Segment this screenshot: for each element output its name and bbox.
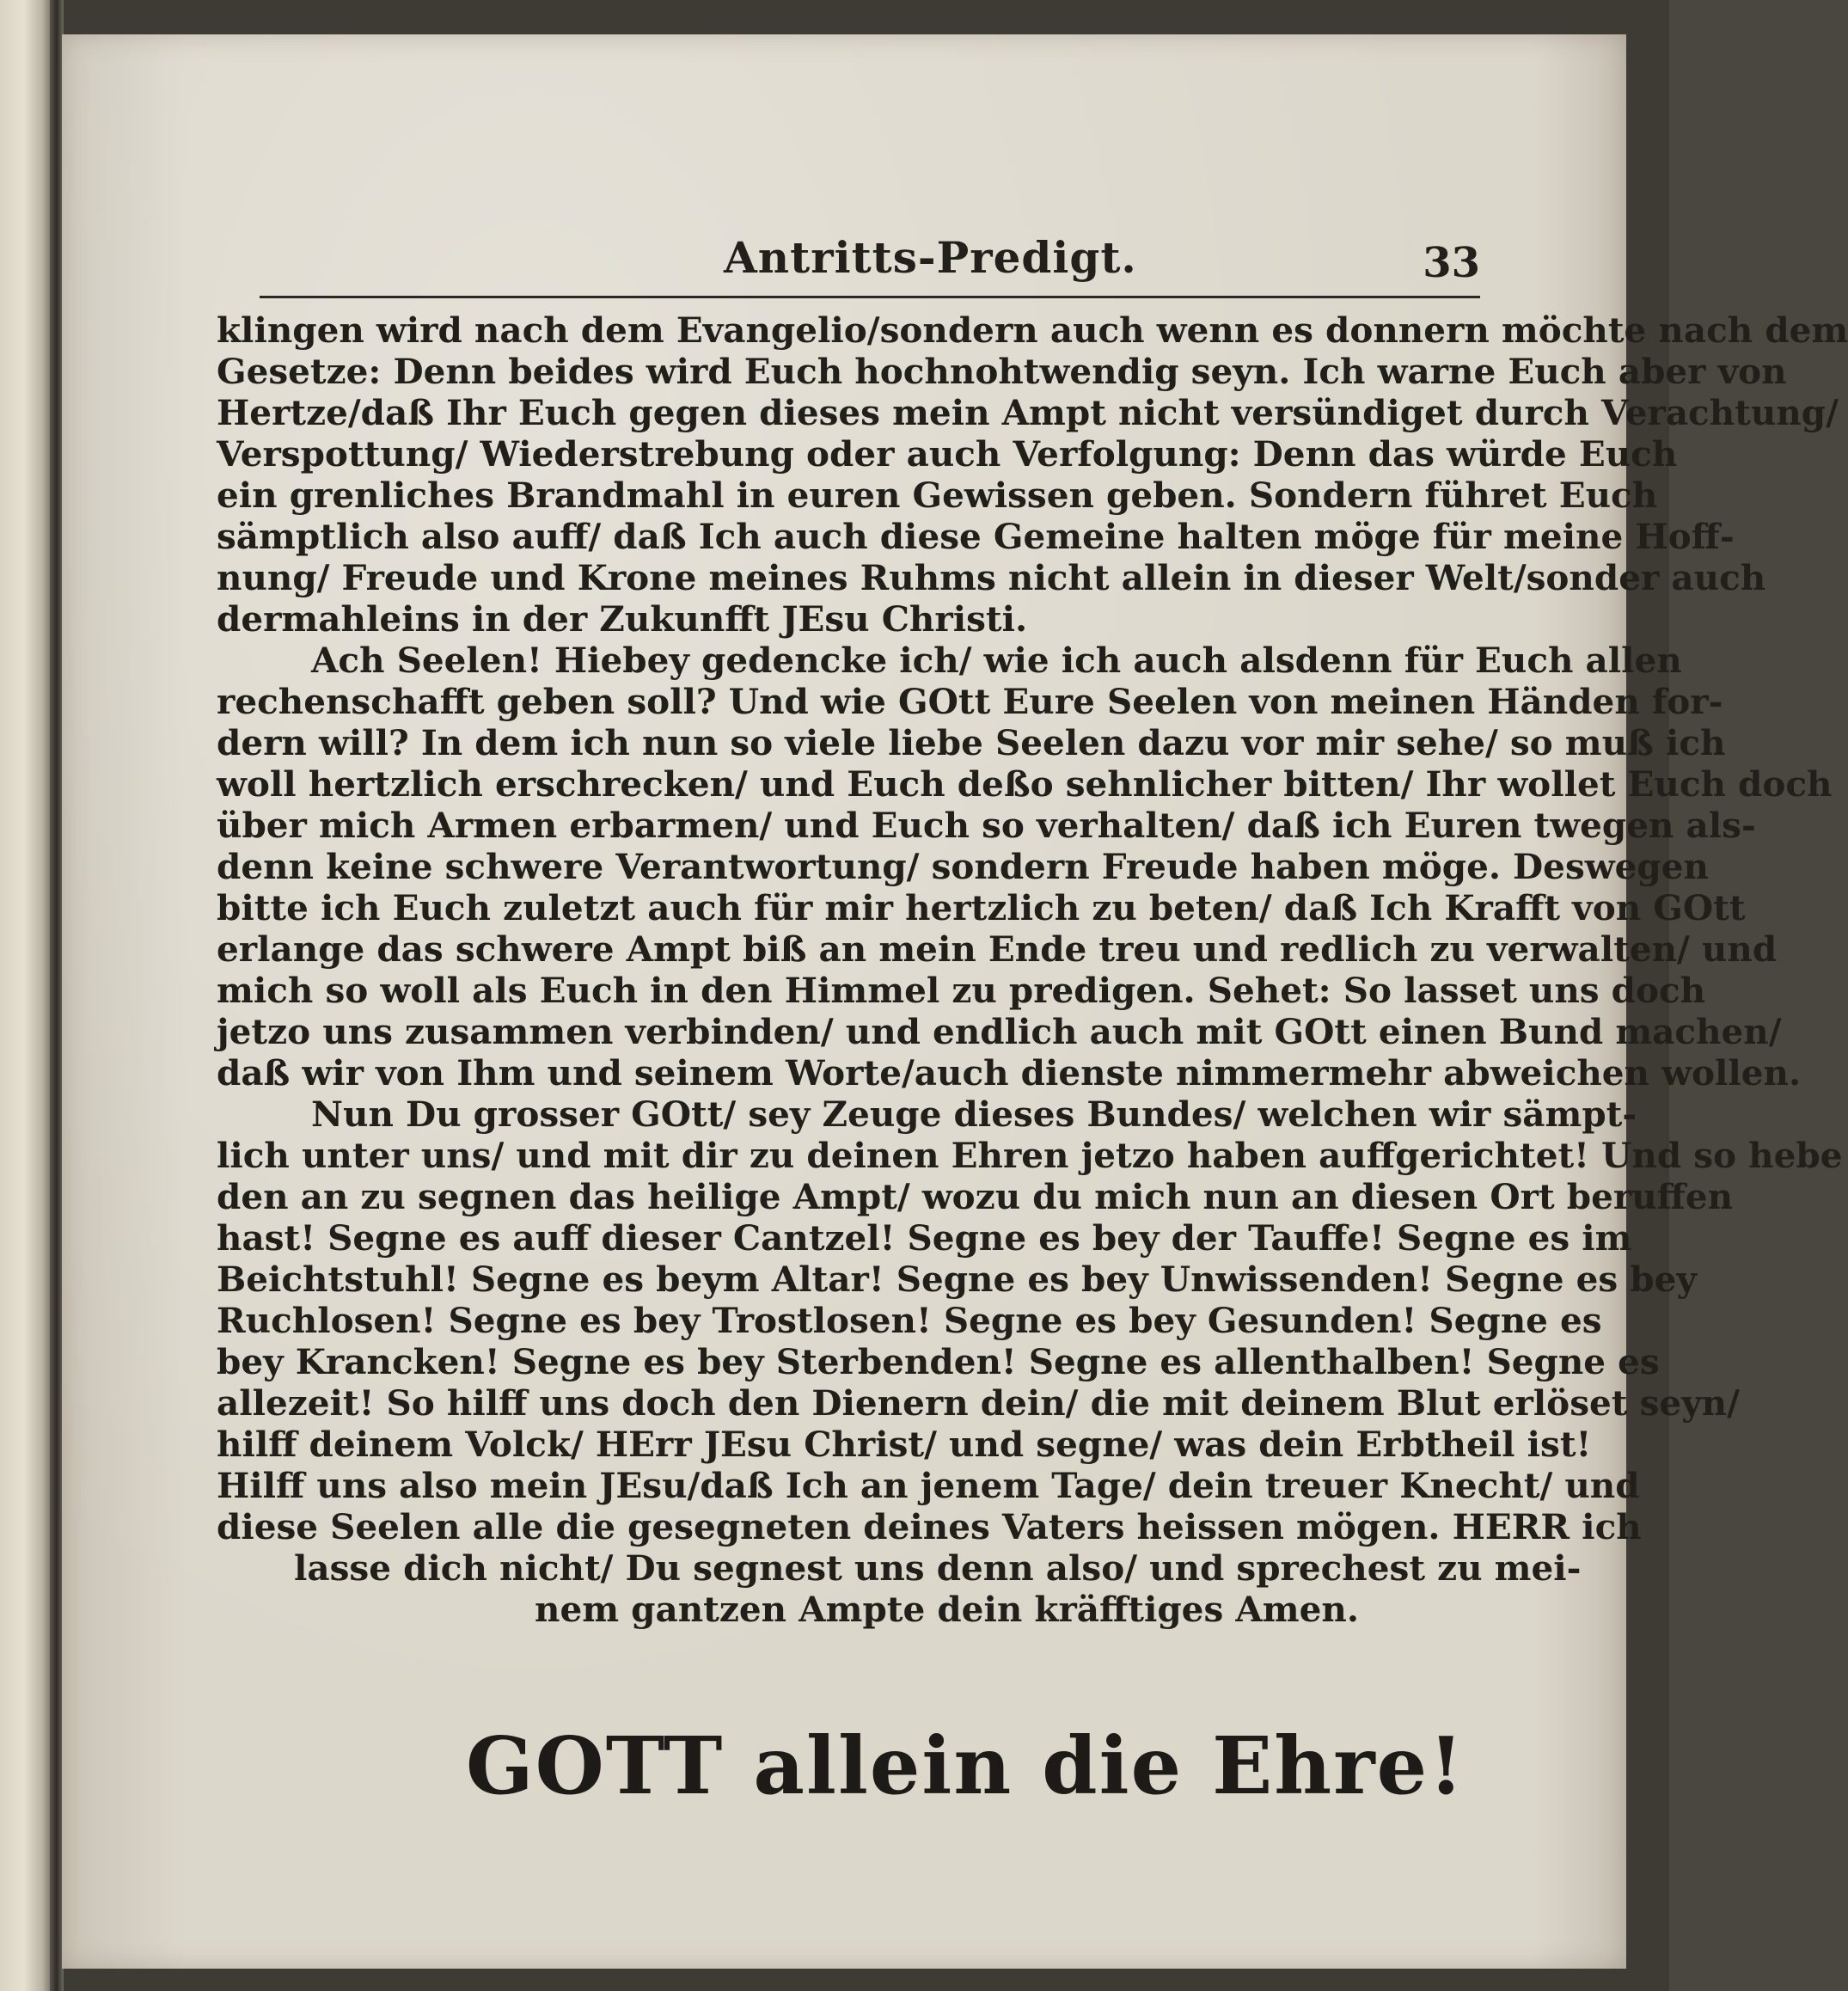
page-number: 33 [1423,239,1480,287]
text-line: woll hertzlich erschrecken/ und Euch deßo sehnlicher bitten/ Ihr wollet Euch doch [217,763,1833,805]
text-line: bitte ich Euch zuletzt auch für mir hertzlich zu beten/ daß Ich Krafft von GOtt [217,887,1746,928]
text-line: nung/ Freude und Krone meines Ruhms nicht allein in dieser Welt/sonder auch [217,557,1766,598]
text-line: dern will? In dem ich nun so viele liebe Seelen dazu vor mir sehe/ so muß ich [217,722,1726,763]
text-line: hast! Segne es auff dieser Cantzel! Segne es bey der Tauffe! Segne es im [217,1217,1632,1259]
running-head: Antritts-Predigt. [724,232,1137,283]
text-line: den an zu segnen das heilige Ampt/ wozu du mich nun an diesen Ort beruffen [217,1176,1734,1217]
text-line: jetzo uns zusammen verbinden/ und endlich auch mit GOtt einen Bund machen/ [217,1011,1782,1052]
facing-page-edge [0,0,53,1991]
text-line: hilff deinem Volck/ HErr JEsu Christ/ und segne/ was dein Erbtheil ist! [217,1424,1592,1465]
text-line: Gesetze: Denn beides wird Euch hochnohtwendig seyn. Ich warne Euch aber von [217,351,1787,392]
text-line: mich so woll als Euch in den Himmel zu predigen. Sehet: So lasset uns doch [217,970,1706,1011]
paragraph-first-line: Ach Seelen! Hiebey gedencke ich/ wie ich auch alsdenn für Euch allen [311,640,1682,681]
text-line: erlange das schwere Ampt biß an mein Ende treu und redlich zu verwalten/ und [217,928,1778,970]
text-line: Hilff uns also mein JEsu/daß Ich an jenem Tage/ dein treuer Knecht/ und [217,1465,1640,1506]
body-text [217,309,1848,1630]
text-line: dermahleins in der Zukunfft JEsu Christi. [217,598,1028,640]
text-line: Verspottung/ Wiederstrebung oder auch Verfolgung: Denn das würde Euch [217,433,1678,475]
text-line: rechenschafft geben soll? Und wie GOtt Eure Seelen von meinen Händen for- [217,681,1723,722]
text-line: denn keine schwere Verantwortung/ sondern Freude haben möge. Deswegen [217,846,1709,887]
page [62,34,1848,1969]
header-rule [260,296,1480,298]
text-line: lasse dich nicht/ Du segnest uns denn also/ und sprechest zu mei- [294,1547,1582,1589]
text-line: diese Seelen alle die gesegneten deines Vaters heissen mögen. HERR ich [217,1506,1642,1547]
text-line: über mich Armen erbarmen/ und Euch so verhalten/ daß ich Euren twegen als- [217,805,1756,846]
text-line: daß wir von Ihm und seinem Worte/auch dienste nimmermehr abweichen wollen. [217,1052,1802,1094]
paragraph-first-line: Nun Du grosser GOtt/ sey Zeuge dieses Bundes/ welchen wir sämpt- [311,1094,1637,1135]
text-line: bey Krancken! Segne es bey Sterbenden! Segne es allenthalben! Segne es [217,1341,1660,1382]
text-line: Beichtstuhl! Segne es beym Altar! Segne es bey Unwissenden! Segne es bey [217,1259,1697,1300]
text-line: Ruchlosen! Segne es bey Trostlosen! Segne es bey Gesunden! Segne es [217,1300,1602,1341]
page-header [260,206,1480,301]
text-line: lich unter uns/ und mit dir zu deinen Ehren jetzo haben auffgerichtet! Und so hebe [217,1135,1843,1176]
text-line: sämptlich also auff/ daß Ich auch diese Gemeine halten möge für meine Hoff- [217,516,1735,557]
text-line: ein grenliches Brandmahl in euren Gewissen geben. Sondern führet Euch [217,475,1658,516]
text-line: nem gantzen Ampte dein kräfftiges Amen. [535,1589,1359,1630]
text-line: Hertze/daß Ihr Euch gegen dieses mein Ampt nicht versündiget durch Verachtung/ [217,392,1839,433]
closing-doxology: GOTT allein die Ehre! [466,1719,1466,1812]
text-line: klingen wird nach dem Evangelio/sondern auch wenn es donnern möchte nach dem [217,309,1848,351]
text-line: allezeit! So hilff uns doch den Dienern dein/ die mit deinem Blut erlöset seyn/ [217,1382,1740,1424]
